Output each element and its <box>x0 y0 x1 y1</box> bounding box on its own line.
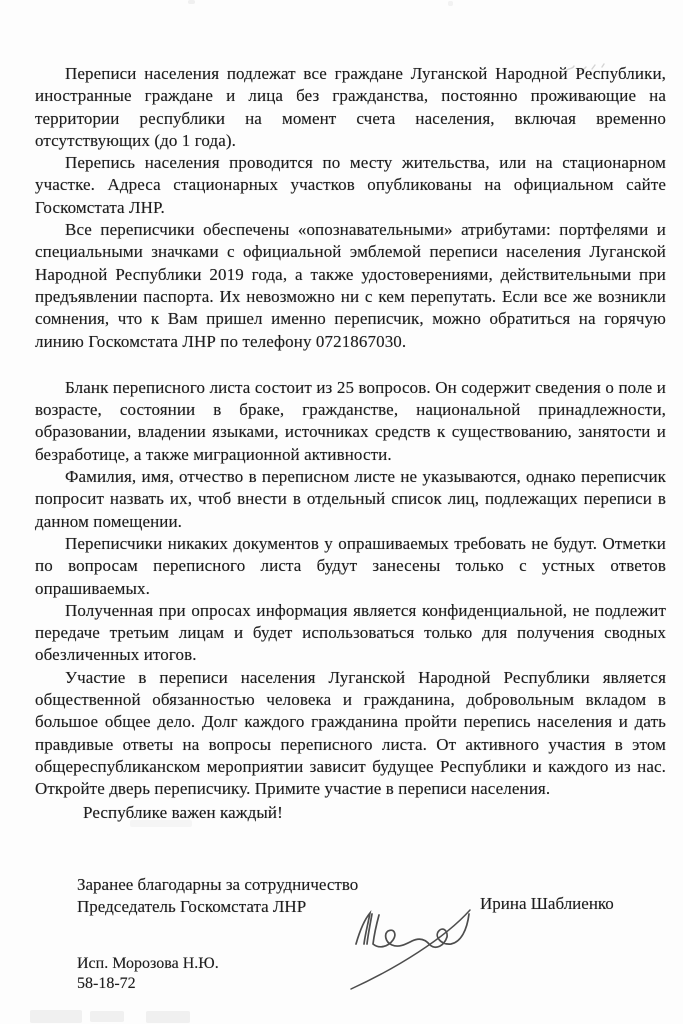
scan-artifact <box>448 1 453 6</box>
paragraph-names-not-recorded: Фамилия, имя, отчество в переписном листе не указываются, однако переписчик попросит назвать их, чтоб внести в отдельный список лиц, подлежащих переписи в данном помещении. <box>35 467 666 531</box>
handwritten-signature <box>335 892 485 992</box>
executor-phone: 58-18-72 <box>77 975 136 992</box>
closing-thanks-line: Заранее благодарны за сотрудничество <box>77 875 359 894</box>
signature-ink-icon <box>335 892 485 992</box>
scan-artifact <box>90 1011 124 1022</box>
paragraph-civic-duty: Участие в переписи населения Луганской Народной Республики является общественной обязанностью человека и гражданина, добровольным вкладом в большое общее дело. Долг каждого гражданина пройти перепись населения и дать правдивые ответы на вопросы переписного листа. От активного участия в этом общереспубликанском мероприятии зависит будущее Республики и каждого из нас. Откройте дверь переписчику. Примите участие в переписи населения. <box>35 667 666 799</box>
letter-body <box>35 63 666 824</box>
paragraph-confidentiality: Полученная при опросах информация является конфиденциальной, не подлежит передаче третьим лицам и будет использоваться только для получения сводных обезличенных итогов. <box>35 600 666 665</box>
paragraph-no-documents: Переписчики никаких документов у опрашиваемых требовать не будут. Отметки по вопросам переписного листа будут занесены только с устных ответов опрашиваемых. <box>35 533 666 598</box>
scan-artifact <box>146 1011 190 1023</box>
scan-artifact <box>188 0 195 4</box>
paragraph-questionnaire: Бланк переписного листа состоит из 25 вопросов. Он содержит сведения о поле и возрасте, состоянии в браке, гражданстве, национальной принадлежности, образовании, владении языками, источниках средств к существованию, занятости и безработице, а также миграционной активности. <box>35 377 666 464</box>
signer-name: Ирина Шаблиенко <box>480 894 614 913</box>
paragraph-enumerator-attributes: Все переписчики обеспечены «опознавательными» атрибутами: портфелями и специальными значками с официальной эмблемой переписи населения Луганской Народной Республики 2019 года, а также удостоверениями, действительными при предъявлении паспорта. Их невозможно ни с кем перепутать. Если все же возникли сомнения, что к Вам пришел именно переписчик, можно обратиться на горячую линию Госкомстата ЛНР по телефону 0721867030. <box>35 220 666 351</box>
executor-line: Исп. Морозова Н.Ю. <box>77 955 219 972</box>
scan-artifact <box>30 1010 82 1023</box>
slogan-line: Республике важен каждый! <box>83 802 283 822</box>
paragraph-census-locations: Перепись населения проводится по месту жительства, или на стационарном участке. Адреса стационарных участков опубликованы на официальном сайте Госкомстата ЛНР. <box>35 153 666 217</box>
paragraph-census-subjects: Переписи населения подлежат все граждане Луганской Народной Республики, иностранные граждане и лица без гражданства, постоянно проживающие на территории республики на момент счета населения, включая временно отсутствующих (до 1 года). <box>35 64 666 150</box>
signer-position-line: Председатель Госкомстата ЛНР <box>77 897 307 916</box>
